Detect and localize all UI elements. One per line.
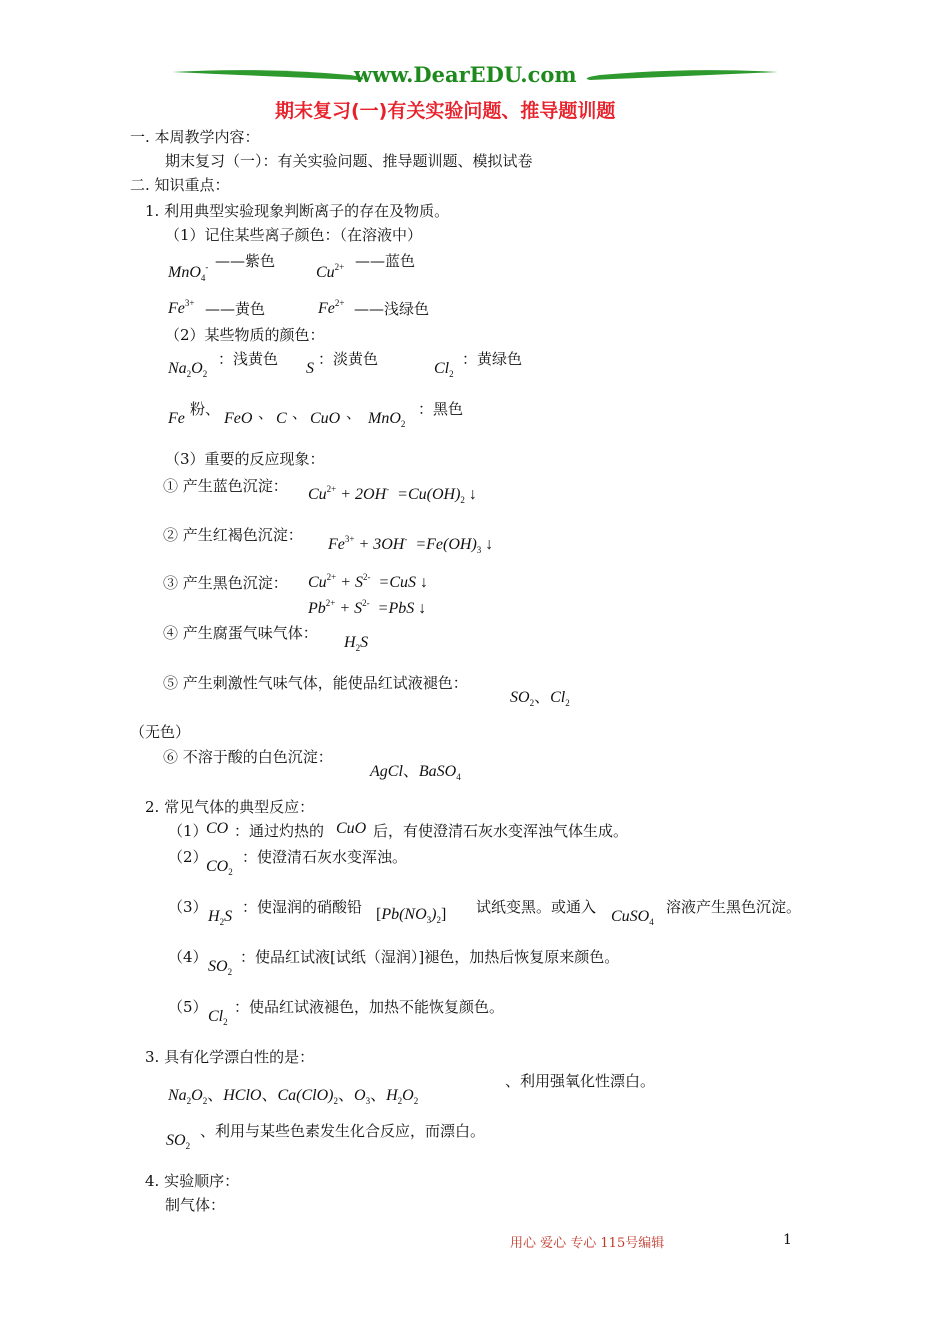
item-1-3: （3）重要的反应现象： <box>165 450 325 468</box>
formula-co: CO <box>206 820 229 837</box>
s-color: ：淡黄色 <box>318 350 379 368</box>
na2o2-color: ：浅黄色 <box>218 350 279 368</box>
fe3-color: ——黄色 <box>205 300 266 318</box>
gas-5-text: ：使品红试液褪色，加热不能恢复颜色。 <box>234 998 505 1016</box>
formula-cl2-2: $Cl_2$ <box>208 1008 228 1027</box>
gas-1-text-b: 后，有使澄清石灰水变浑浊气体生成。 <box>373 822 629 840</box>
gas-1-text-a: ：通过灼热的 <box>234 822 325 840</box>
reaction-5-note: （无色） <box>130 723 191 741</box>
formula-na2o2: $Na_2O_2$ <box>168 360 208 379</box>
item-1-2: （2）某些物质的颜色： <box>165 326 325 344</box>
formula-bleach-list: $Na_2O_2$、HClO、$Ca(ClO)_2$、$O_3$、$H_2O_2$ <box>168 1087 419 1106</box>
formula-s: S <box>306 360 314 377</box>
section-1-content: 期末复习（一）：有关实验问题、推导题训题、模拟试卷 <box>165 152 533 170</box>
gas-4-text: ：使品红试液[试纸（湿润）]褪色，加热后恢复原来颜色。 <box>240 948 620 966</box>
formula-fe3: $Fe^{3+}$ <box>168 298 195 317</box>
formula-pbno32: $[Pb(NO_3)_2]$ <box>376 906 447 925</box>
sep-3: 、 <box>346 404 362 422</box>
cl2-color: ：黄绿色 <box>462 350 523 368</box>
point-2: 2. 常见气体的典型反应： <box>145 798 315 816</box>
gas-1-num: （1） <box>168 822 208 840</box>
formula-c: C <box>276 410 287 427</box>
gas-3-text-a: ：使湿润的硝酸铅 <box>242 898 363 916</box>
fe2-color: ——浅绿色 <box>354 300 430 318</box>
formula-h2s-2: $H_2S$ <box>208 908 233 927</box>
section-2-label: 二. 知识重点： <box>130 176 230 194</box>
formula-so2-cl2: $SO_2$、$Cl_2$ <box>510 689 570 708</box>
equation-2: $Fe^{3+} + 3OH^- =Fe(OH)_3$ ↓ <box>328 534 494 555</box>
formula-so2-3: $SO_2$ <box>166 1132 191 1151</box>
item-1-1: （1）记住某些离子颜色：（在溶液中） <box>165 226 423 244</box>
point-4: 4. 实验顺序： <box>145 1172 240 1190</box>
logo-text: www.DearEDU.com <box>354 62 577 87</box>
equation-3a: $Cu^{2+} + S^{2-} =CuS$ ↓ <box>308 572 429 591</box>
bleach-2-text: 、利用与某些色素发生化合反应，而漂白。 <box>200 1122 486 1140</box>
page-title: 期末复习(一)有关实验问题、推导题训题 <box>275 100 616 122</box>
sep-1: 、 <box>258 404 274 422</box>
footer-text: 用心 爱心 专心 115号编辑 <box>510 1236 665 1251</box>
formula-cuo: CuO <box>310 410 341 427</box>
cu-color: ——蓝色 <box>355 252 416 270</box>
gas-3-text-c: 溶液产生黑色沉淀。 <box>666 898 802 916</box>
bleach-1-text: 、利用强氧化性漂白。 <box>505 1072 656 1090</box>
formula-feo: FeO <box>224 410 253 427</box>
formula-cuo-2: CuO <box>336 820 367 837</box>
sep-2: 、 <box>292 404 308 422</box>
formula-mno4: MnO$_4$- <box>168 262 209 283</box>
mno4-color: ——紫色 <box>215 252 276 270</box>
point-4-sub: 制气体： <box>165 1196 226 1214</box>
reaction-6-label: ⑥ 不溶于酸的白色沉淀： <box>163 748 333 766</box>
gas-3-text-b: 试纸变黑。或通入 <box>476 898 597 916</box>
reaction-2-label: ② 产生红褐色沉淀： <box>163 526 303 544</box>
gas-2-text: ：使澄清石灰水变浑浊。 <box>242 848 408 866</box>
formula-mno2: MnO$_2$ <box>368 410 406 429</box>
fe-powder: 粉、 <box>190 400 221 418</box>
gas-2-num: （2） <box>168 848 208 866</box>
equation-3b: $Pb^{2+} + S^{2-} =PbS$ ↓ <box>308 598 427 617</box>
equation-1: $Cu^{2+} + 2OH^- =Cu(OH)_2$ ↓ <box>308 484 477 505</box>
point-3: 3. 具有化学漂白性的是： <box>145 1048 315 1066</box>
formula-cuso4: CuSO$_4$ <box>611 908 654 927</box>
reaction-1-label: ① 产生蓝色沉淀： <box>163 477 288 495</box>
formula-fe: Fe <box>168 410 185 427</box>
gas-3-num: （3） <box>168 898 208 916</box>
formula-fe2: $Fe^{2+}$ <box>318 298 345 317</box>
formula-agcl-baso4: AgCl、BaSO$_4$ <box>370 763 461 782</box>
black-color: ：黑色 <box>418 400 464 418</box>
reaction-3-label: ③ 产生黑色沉淀： <box>163 574 288 592</box>
formula-h2s: $H_2S$ <box>344 634 369 653</box>
formula-cu2: $Cu^{2+}$ <box>316 262 345 281</box>
reaction-4-label: ④ 产生腐蛋气味气体： <box>163 624 318 642</box>
reaction-5-label: ⑤ 产生刺激性气味气体，能使品红试液褪色： <box>163 674 468 692</box>
section-1-label: 一. 本周教学内容： <box>130 128 260 146</box>
gas-5-num: （5） <box>168 998 208 1016</box>
point-1: 1. 利用典型实验现象判断离子的存在及物质。 <box>145 202 450 220</box>
gas-4-num: （4） <box>168 948 208 966</box>
formula-cl2: $Cl_2$ <box>434 360 454 379</box>
formula-so2: $SO_2$ <box>208 958 233 977</box>
page-number: 1 <box>783 1232 792 1248</box>
formula-co2: $CO_2$ <box>206 858 233 877</box>
